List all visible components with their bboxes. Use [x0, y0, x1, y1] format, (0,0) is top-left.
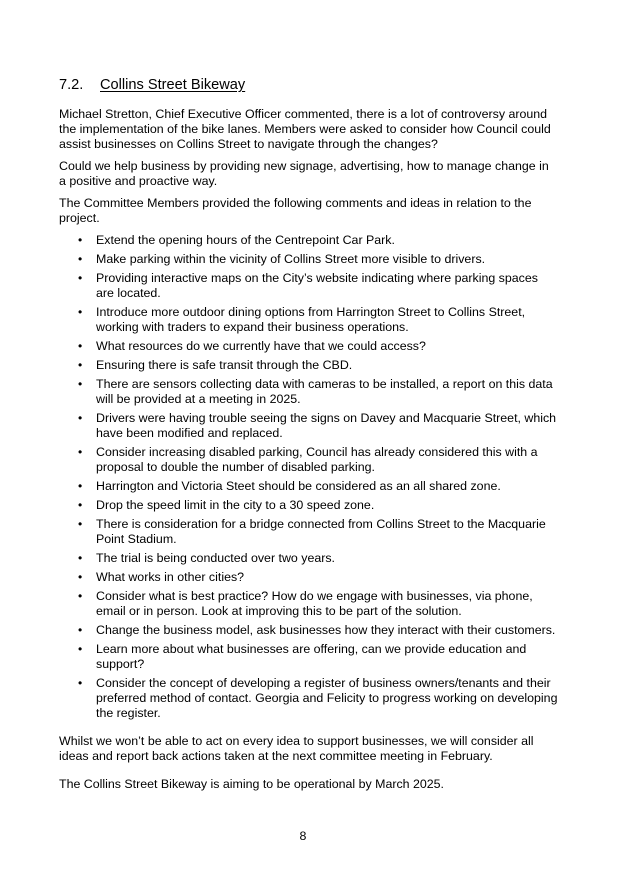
bullet-icon: •: [78, 233, 83, 247]
list-item: [59, 305, 559, 335]
list-item: [59, 623, 559, 638]
list-item-text: Consider the concept of developing a register of business owners/tenants and their preferred method of contact. Georgia and Felicity to progress working on developing the register.: [96, 676, 558, 720]
section-number: 7.2.: [59, 77, 84, 93]
bullet-icon: •: [78, 445, 83, 459]
paragraph-operational: The Collins Street Bikeway is aiming to be operational by March 2025.: [59, 777, 444, 791]
list-item-text: Change the business model, ask businesses how they interact with their customers.: [96, 623, 556, 637]
bullet-icon: •: [78, 498, 83, 512]
list-item-text: Consider what is best practice? How do we engage with businesses, via phone, email or in person. Look at improving this to be part of the solution.: [96, 589, 533, 618]
list-item-text: Drivers were having trouble seeing the signs on Davey and Macquarie Street, which have been modified and replaced.: [96, 411, 557, 440]
list-item: [59, 551, 559, 566]
list-item: [59, 498, 559, 513]
list-item: [59, 358, 559, 373]
bullet-icon: •: [78, 305, 83, 319]
bullet-icon: •: [78, 570, 83, 584]
list-item: [59, 233, 559, 248]
list-item: [59, 377, 559, 407]
section-title: Collins Street Bikeway: [100, 77, 246, 93]
list-item-text: There are sensors collecting data with cameras to be installed, a report on this data will be provided at a meeting in 2025.: [96, 377, 553, 406]
bullet-icon: •: [78, 411, 83, 425]
list-item: [59, 479, 559, 494]
paragraph-committee: The Committee Members provided the following comments and ideas in relation to the project.: [59, 196, 532, 225]
bullet-icon: •: [78, 358, 83, 372]
paragraph-intro: Michael Stretton, Chief Executive Officer commented, there is a lot of controversy around the implementation of the bike lanes. Members were asked to consider how Council could assist businesses on Collins Street to navigate through the changes?: [59, 107, 551, 151]
list-item: [59, 411, 559, 441]
list-item-text: Learn more about what businesses are offering, can we provide education and support?: [96, 642, 527, 671]
bullet-icon: •: [78, 642, 83, 656]
list-item-text: What works in other cities?: [96, 570, 245, 584]
list-item: [59, 676, 559, 721]
bullet-icon: •: [78, 517, 83, 531]
list-item-text: Harrington and Victoria Steet should be considered as an all shared zone.: [96, 479, 501, 493]
bullet-icon: •: [78, 589, 83, 603]
bullet-icon: •: [78, 623, 83, 637]
list-item: [59, 252, 559, 267]
bullet-icon: •: [78, 271, 83, 285]
list-item-text: Ensuring there is safe transit through the CBD.: [96, 358, 353, 372]
paragraph-signage: Could we help business by providing new signage, advertising, how to manage change in a positive and proactive way.: [59, 159, 549, 188]
bullet-icon: •: [78, 479, 83, 493]
bullet-icon: •: [78, 551, 83, 565]
list-item-text: What resources do we currently have that we could access?: [96, 339, 426, 353]
list-item-text: Extend the opening hours of the Centrepoint Car Park.: [96, 233, 395, 247]
list-item: [59, 589, 559, 619]
list-item: [59, 570, 559, 585]
bullet-icon: •: [78, 377, 83, 391]
paragraph-closing: Whilst we won’t be able to act on every idea to support businesses, we will consider all ideas and report back actions taken at the next committee meeting in February.: [59, 734, 534, 763]
list-item: [59, 445, 559, 475]
list-item-text: Introduce more outdoor dining options from Harrington Street to Collins Street, working with traders to expand their business operations.: [96, 305, 526, 334]
list-item-text: Consider increasing disabled parking, Council has already considered this with a proposal to double the number of disabled parking.: [96, 445, 538, 474]
bullet-icon: •: [78, 339, 83, 353]
list-item-text: There is consideration for a bridge connected from Collins Street to the Macquarie Point Stadium.: [96, 517, 546, 546]
list-item-text: The trial is being conducted over two years.: [96, 551, 335, 565]
bullet-icon: •: [78, 252, 83, 266]
list-item-text: Providing interactive maps on the City’s website indicating where parking spaces are located.: [96, 271, 538, 300]
list-item-text: Drop the speed limit in the city to a 30 speed zone.: [96, 498, 375, 512]
list-item: [59, 271, 559, 301]
section-heading: [59, 76, 559, 94]
bullet-icon: •: [78, 676, 83, 690]
list-item: [59, 339, 559, 354]
page-number: 8: [299, 829, 307, 843]
list-item-text: Make parking within the vicinity of Collins Street more visible to drivers.: [96, 252, 486, 266]
list-item: [59, 517, 559, 547]
list-item: [59, 642, 559, 672]
ideas-list: [59, 233, 559, 721]
document-page: [59, 76, 559, 799]
